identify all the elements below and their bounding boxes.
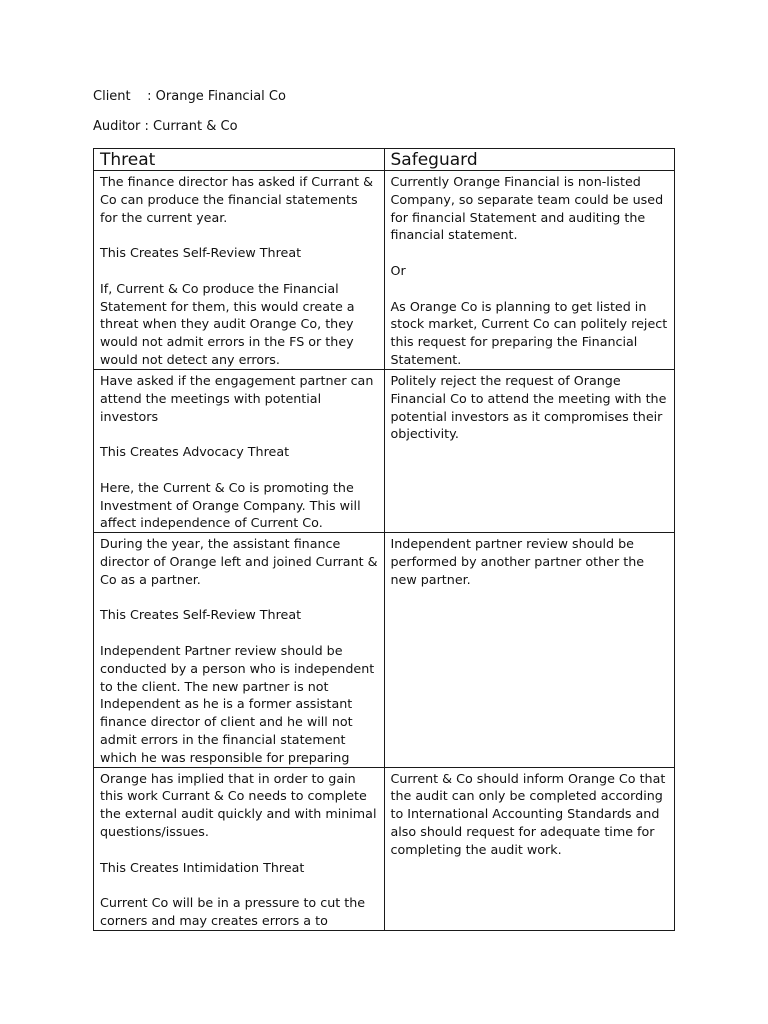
safeguard-cell: [384, 171, 675, 370]
threat-cell: [94, 767, 385, 930]
threat-column-header: Threat: [94, 149, 385, 171]
safeguard-text: Current & Co should inform Orange Co that the audit can only be completed according to International Accounting Standards and also should request for adequate time for completing the audit work.: [390, 770, 670, 857]
threat-text: Have asked if the engagement partner can attend the meetings with potential investors This Creates Advocacy Threat Here, the Current & Co is promoting the Investment of Orange Company. This will affect independence of Current Co.: [100, 373, 374, 531]
safeguard-cell: [384, 370, 675, 533]
threat-cell: [94, 370, 385, 533]
table-row: [94, 171, 675, 370]
client-line: Client : Orange Financial Co: [93, 89, 286, 104]
safeguard-cell: [384, 533, 675, 767]
table-row: [94, 767, 675, 930]
auditor-line: Auditor : Currant & Co: [93, 119, 238, 134]
threat-text: The finance director has asked if Currant & Co can produce the financial statements for the current year. This Creates Self-Review Threat If, Current & Co produce the Financial Statement for them, this would create a threat when they audit Orange Co, they would not admit errors in the FS or they would not detect any errors.: [100, 174, 374, 367]
threat-text: Orange has implied that in order to gain this work Currant & Co needs to complete the external audit quickly and with minimal questions/issues. This Creates Intimidation Threat Current Co will be in a pressure to cut the corners and may creates errors a to: [100, 770, 377, 928]
safeguard-text: Politely reject the request of Orange Financial Co to attend the meeting with the potential investors as it compromises their objectivity.: [390, 373, 671, 442]
table-header-row: [94, 149, 675, 171]
safeguard-text: Independent partner review should be performed by another partner other the new partner.: [390, 536, 649, 587]
threat-safeguard-table: [93, 148, 675, 931]
threat-cell: [94, 171, 385, 370]
threat-text: During the year, the assistant finance director of Orange left and joined Currant & Co as a partner. This Creates Self-Review Threat Independent Partner review should be conducted by a person who is independent to the client. The new partner is not Independent as he is a former assistant finance director of client and he will not admit errors in the financial statement which he was responsible for preparing: [100, 536, 378, 765]
threat-cell: [94, 533, 385, 767]
safeguard-text: Currently Orange Financial is non-listed Company, so separate team could be used for financial Statement and auditing the financial statement. Or As Orange Co is planning to get listed in stock market, Current Co can politely reject this request for preparing the Financial Statement.: [390, 174, 668, 367]
table-row: [94, 370, 675, 533]
table-row: [94, 533, 675, 767]
safeguard-column-header: Safeguard: [384, 149, 675, 171]
safeguard-cell: [384, 767, 675, 930]
